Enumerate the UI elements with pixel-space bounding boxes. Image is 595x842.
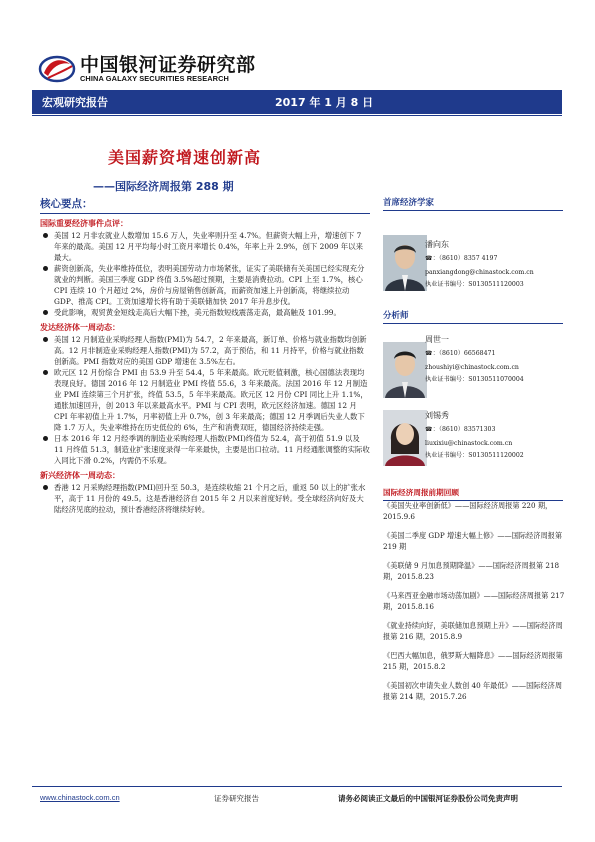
related-link[interactable]: 《美联储 9 月加息预期降温》——国际经济周报第 218 期，2015.8.23 — [383, 561, 560, 581]
footer-center-text: 证券研究报告 — [214, 794, 259, 803]
galaxy-logo-icon — [38, 54, 76, 84]
report-date: 2017 年 1 月 8 日 — [275, 96, 374, 109]
related-link[interactable]: 《就业持续向好，美联储加息预期上升》——国际经济周报第 216 期，2015.8.9 — [383, 621, 563, 641]
section-title: 发达经济体一周动态： — [40, 323, 120, 332]
author-panel — [383, 196, 563, 496]
related-heading: 国际经济周报前期回顾 — [383, 487, 563, 501]
related-link[interactable]: 《美国失业率创新低》——国际经济周报第 220 期，2015.9.6 — [383, 501, 553, 521]
core-points — [40, 196, 370, 515]
avatar — [383, 342, 427, 398]
list-item: 欧元区 12 月份综合 PMI 由 53.9 升至 54.4，5 年来最高。欧元贬值刺激，核心国德法表现均表现良好。德国 2016 年 12 月制造业 PMI 终值 55.6，3 年来最高。法国 2016 年 12 月制造业 PMI 连续第三个月扩张，终值 53.5，5 年半来最高。欧元区 12 月份 CPI 同比上升 1.1%，通胀加速回升，创 2013 年以来最高水平。PMI 与 CPI 表明，欧元区经济加速。德国 12 月 CPI 年率初值上升 1.7%，月率初值上升 0.7%，创 3 年来最高；德国 12 月季调后失业人数下降 1.7 万人，失业率维持在历史低位的 6%，生产和消费双旺，德国经济持续走强。 — [40, 367, 370, 433]
related-link[interactable]: 《美国二季度 GDP 增速大幅上修》——国际经济周报第 219 期 — [383, 531, 563, 551]
analyst-card — [383, 324, 563, 404]
avatar — [383, 410, 427, 466]
analyst-phone: ☎：（8610）83571303 — [425, 426, 496, 433]
analyst-phone: ☎：（8610）66568471 — [425, 350, 496, 357]
report-title: 美国薪资增速创新高 — [108, 148, 262, 167]
analyst-name: 刘锡秀 — [425, 411, 449, 420]
economist-name: 潘向东 — [425, 240, 449, 249]
analyst-card — [383, 404, 563, 496]
related-link[interactable]: 《马来西亚金融市场动荡加剧》——国际经济周报第 217 期，2015.8.16 — [383, 591, 565, 611]
economist-heading: 首席经济学家 — [383, 196, 563, 211]
report-type: 宏观研究报告 — [42, 96, 108, 109]
section-title: 国际重要经济事件点评： — [40, 219, 128, 228]
disclaimer-note: 请务必阅读正文最后的中国银河证券股份公司免责声明 — [338, 794, 518, 803]
list-item: 日本 2016 年 12 月经季调的制造业采购经理人指数(PMI)终值为 52.4，高于初值 51.9 以及 11 月终值 51.3，制造业扩张速度录得一年来最快，主要是出口拉动。11 月经通胀调整的实际收入同比下滑 0.2%，内需仍不乐观。 — [40, 433, 370, 466]
analyst-email: zhoushiyi@chinastock.com.cn — [425, 364, 519, 371]
report-subtitle: ——国际经济周报第 288 期 — [93, 180, 234, 193]
list-item: 薪资创新高，失业率维持低位，表明美国劳动力市场紧张，证实了美联储有关美国已经实现充分就业的判断。美国三季度 GDP 终值 3.5%超过预期，主要是消费拉动。CPI 上至 1.7%，核心 CPI 连续 10 个月超过 2%，房价与房屋销售创新高，而薪资加速上升创新高，将继续拉动 GDP、推高 CPI。工资加速增长将有助于美联储加快 2017 年升息步伐。 — [40, 263, 370, 307]
bullet-list — [40, 230, 370, 318]
economist-phone: ☎：（8610）8357 4197 — [425, 255, 498, 262]
analyst-email: liuxixiu@chinastock.com.cn — [425, 440, 513, 447]
analyst-cert: 执业证书编号：S0130511070004 — [425, 376, 524, 383]
analyst-heading: 分析师 — [383, 309, 563, 324]
header-divider — [32, 115, 562, 116]
core-heading: 核心要点： — [40, 196, 370, 214]
logo-en-text: CHINA GALAXY SECURITIES RESEARCH — [80, 74, 229, 83]
list-item: 香港 12 月采购经理指数(PMI)回升至 50.3，是连续收缩 21 个月之后，重返 50 以上的扩张水平，高于 11 月份的 49.5。这是香港经济自 2015 年 2 月以来首度好转。受全球经济向好及大陆经济见底的拉动，预计香港经济将继续好转。 — [40, 482, 370, 515]
bullet-list — [40, 334, 370, 466]
website-link[interactable]: www.chinastock.com.cn — [40, 793, 120, 802]
analyst-cert: 执业证书编号：S0130511120002 — [425, 452, 524, 459]
footer-divider — [32, 786, 562, 787]
company-logo — [38, 50, 298, 90]
related-list — [383, 500, 565, 710]
header-bar — [32, 90, 562, 114]
avatar — [383, 235, 427, 291]
related-link[interactable]: 《巴西大幅加息，俄罗斯大幅降息》——国际经济周报第 215 期，2015.8.2 — [383, 651, 563, 671]
economist-card — [383, 211, 563, 303]
analyst-name: 周世一 — [425, 335, 449, 344]
economist-cert: 执业证书编号：S0130511120003 — [425, 281, 524, 288]
logo-cn-text: 中国银河证券研究部 — [80, 54, 256, 76]
section-title: 新兴经济体一周动态： — [40, 471, 120, 480]
related-link[interactable]: 《美国初次申请失业人数创 40 年最低》——国际经济周报第 214 期，2015.7.26 — [383, 681, 563, 701]
list-item: 美国 12 月非农就业人数增加 15.6 万人，失业率则升至 4.7%。但薪资大幅上升，增速创下 7 年来的最高。美国 12 月平均每小时工资月率增长 0.4%，年率上升 2.9%，创下 2009 年以来最大。 — [40, 230, 370, 263]
list-item: 美国 12 月制造业采购经理人指数(PMI)为 54.7，2 年来最高，新订单、价格与就业指数均创新高。12 月非制造业采购经理人指数(PMI)为 57.2，高于预估，和 11 月持平，价格与就业指数创新高。PMI 指数对应的美国 GDP 增速在 3.5%左右。 — [40, 334, 370, 367]
list-item: 受此影响，观贸黄金短线走高后大幅下挫，美元指数短线震荡走高，最高触及 101.99。 — [40, 307, 370, 318]
bullet-list — [40, 482, 370, 515]
economist-email: panxiangdong@chinastock.com.cn — [425, 269, 534, 276]
